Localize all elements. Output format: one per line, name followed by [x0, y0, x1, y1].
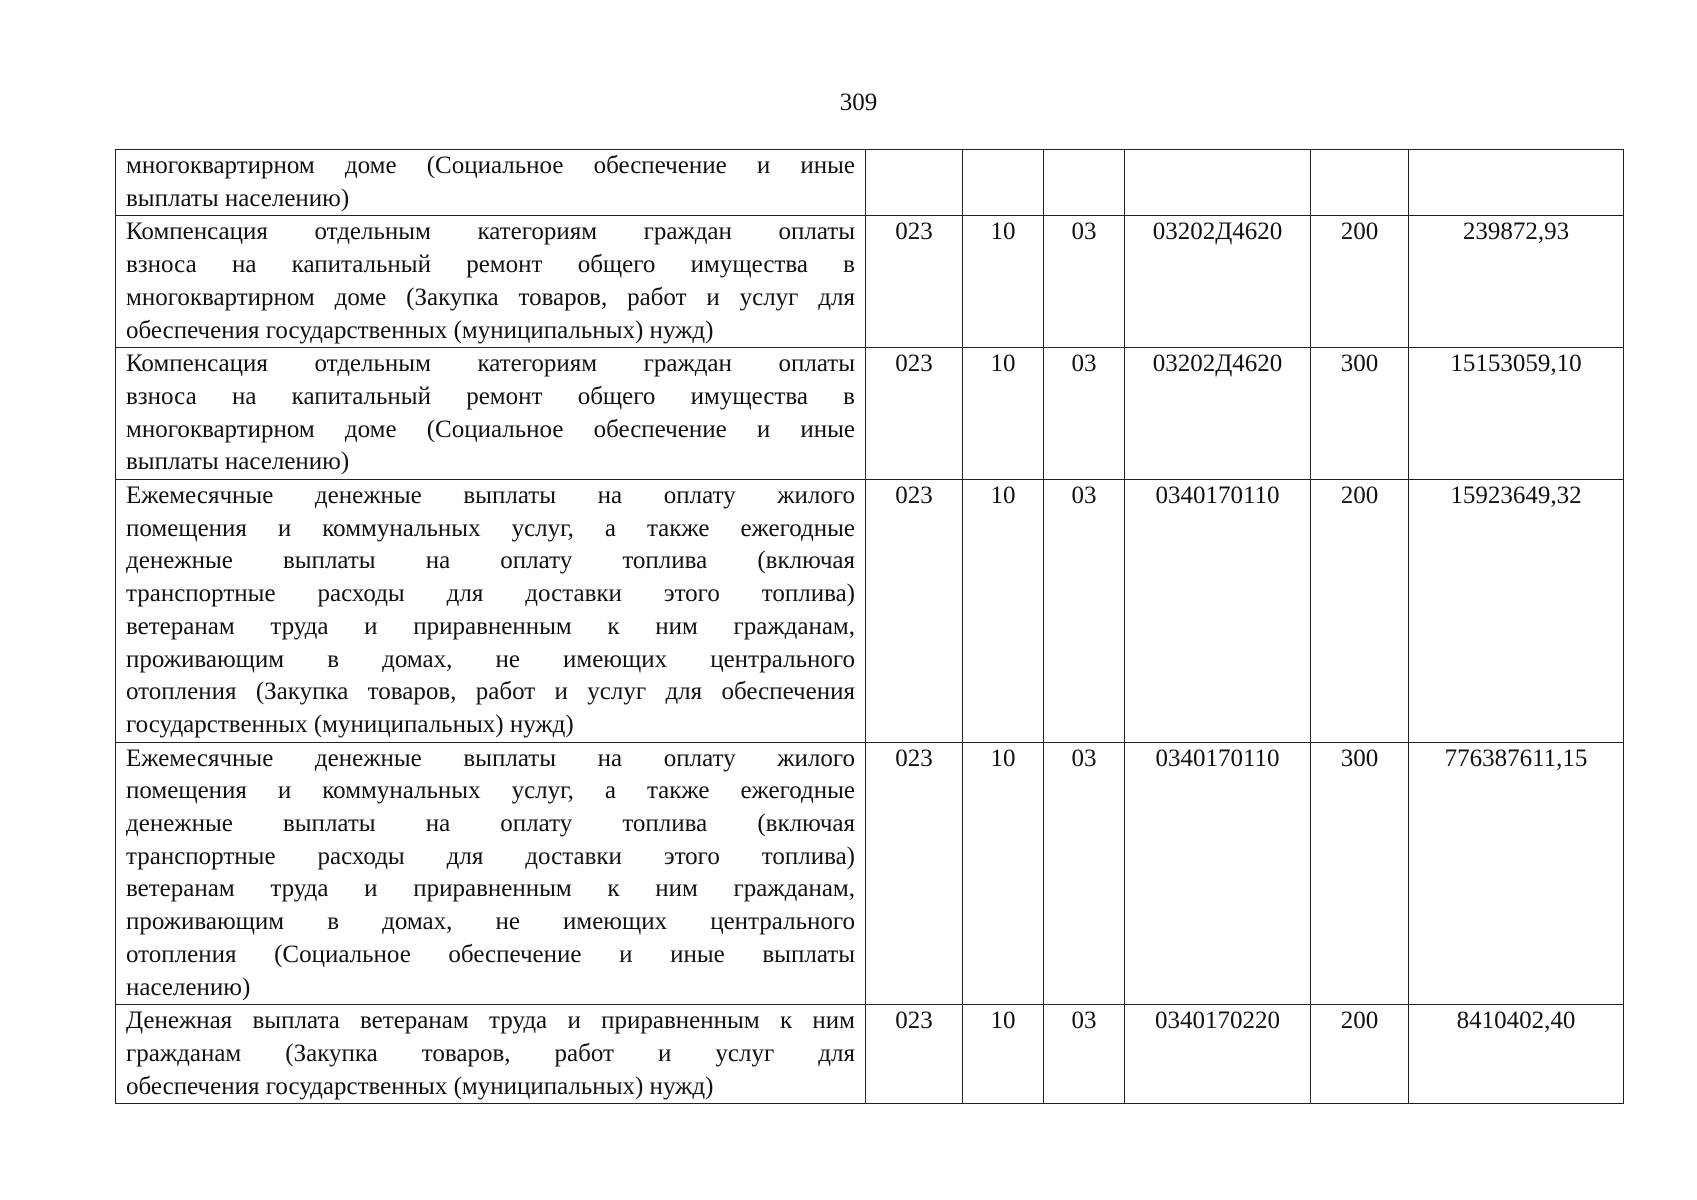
section-code-cell: 10	[963, 348, 1044, 480]
description-line: денежные выплаты на оплату топлива (включая	[126, 547, 855, 575]
expense-description	[116, 1005, 866, 1104]
table-row	[116, 348, 1624, 480]
ministry-code-cell: 023	[866, 1005, 963, 1104]
description-line: многоквартирном доме (Закупка товаров, работ и услуг для	[126, 283, 855, 311]
expense-type-cell: 200	[1311, 1005, 1409, 1104]
description-line: транспортные расходы для доставки этого топлива)	[126, 842, 855, 870]
subsection-code-cell: 03	[1044, 480, 1125, 743]
description-line: Компенсация отдельным категориям граждан оплаты	[126, 218, 855, 246]
description-line: обеспечения государственных (муниципальных) нужд)	[126, 316, 714, 344]
expense-type-cell: 300	[1311, 348, 1409, 480]
table-row	[116, 150, 1624, 216]
amount-cell: 8410402,40	[1409, 1005, 1624, 1104]
description-line: отопления (Закупка товаров, работ и услуг для обеспечения	[126, 678, 855, 706]
amount-cell: 239872,93	[1409, 216, 1624, 348]
description-line: транспортные расходы для доставки этого топлива)	[126, 580, 855, 608]
section-code-cell: 10	[963, 216, 1044, 348]
subsection-code-cell: 03	[1044, 348, 1125, 480]
description-line: выплаты населению)	[126, 448, 350, 476]
description-line: государственных (муниципальных) нужд)	[126, 710, 574, 738]
target-article-cell: 0340170220	[1125, 1005, 1311, 1104]
amount-cell: 15923649,32	[1409, 480, 1624, 743]
target-article-cell: 0340170110	[1125, 742, 1311, 1005]
description-line: отопления (Социальное обеспечение и иные выплаты	[126, 940, 855, 968]
description-line: Ежемесячные денежные выплаты на оплату жилого	[126, 744, 855, 772]
page-number: 309	[839, 89, 878, 116]
description-line: ветеранам труда и приравненным к ним гражданам,	[126, 875, 855, 903]
budget-table	[115, 149, 1624, 1104]
description-line: помещения и коммунальных услуг, а также ежегодные	[126, 514, 855, 542]
subsection-code-cell: 03	[1044, 216, 1125, 348]
amount-cell: 15153059,10	[1409, 348, 1624, 480]
subsection-code-cell	[1044, 150, 1125, 216]
subsection-code-cell: 03	[1044, 742, 1125, 1005]
description-line: выплаты населению)	[126, 184, 350, 212]
section-code-cell	[963, 150, 1044, 216]
description-line: многоквартирном доме (Социальное обеспечение и иные	[126, 152, 855, 179]
description-line: обеспечения государственных (муниципальных) нужд)	[126, 1072, 714, 1100]
amount-cell	[1409, 150, 1624, 216]
ministry-code-cell	[866, 150, 963, 216]
table-row	[116, 480, 1624, 743]
expense-description	[116, 216, 866, 348]
description-line: взноса на капитальный ремонт общего имущества в	[126, 382, 855, 410]
description-line: Компенсация отдельным категориям граждан оплаты	[126, 350, 855, 378]
description-line: ветеранам труда и приравненным к ним гражданам,	[126, 612, 855, 640]
description-line: помещения и коммунальных услуг, а также ежегодные	[126, 777, 855, 805]
description-line: многоквартирном доме (Социальное обеспечение и иные	[126, 415, 855, 443]
target-article-cell	[1125, 150, 1311, 216]
ministry-code-cell: 023	[866, 742, 963, 1005]
ministry-code-cell: 023	[866, 216, 963, 348]
table-row	[116, 742, 1624, 1005]
description-line: денежные выплаты на оплату топлива (включая	[126, 810, 855, 838]
description-line: гражданам (Закупка товаров, работ и услуг для	[126, 1039, 855, 1067]
expense-type-cell: 200	[1311, 216, 1409, 348]
expense-description	[116, 480, 866, 743]
section-code-cell: 10	[963, 480, 1044, 743]
expense-description	[116, 348, 866, 480]
expense-type-cell	[1311, 150, 1409, 216]
expense-type-cell: 300	[1311, 742, 1409, 1005]
description-line: Ежемесячные денежные выплаты на оплату жилого	[126, 482, 855, 510]
amount-cell: 776387611,15	[1409, 742, 1624, 1005]
target-article-cell: 03202Д4620	[1125, 348, 1311, 480]
subsection-code-cell: 03	[1044, 1005, 1125, 1104]
table-row	[116, 216, 1624, 348]
expense-type-cell: 200	[1311, 480, 1409, 743]
table-row	[116, 1005, 1624, 1104]
description-line: проживающим в домах, не имеющих центрального	[126, 908, 855, 936]
expense-description	[116, 150, 866, 216]
description-line: населению)	[126, 973, 251, 1001]
expense-description	[116, 742, 866, 1005]
target-article-cell: 0340170110	[1125, 480, 1311, 743]
target-article-cell: 03202Д4620	[1125, 216, 1311, 348]
description-line: Денежная выплата ветеранам труда и приравненным к ним	[126, 1007, 855, 1035]
section-code-cell: 10	[963, 742, 1044, 1005]
ministry-code-cell: 023	[866, 348, 963, 480]
description-line: проживающим в домах, не имеющих центрального	[126, 645, 855, 673]
table-body	[116, 150, 1624, 1104]
section-code-cell: 10	[963, 1005, 1044, 1104]
description-line: взноса на капитальный ремонт общего имущества в	[126, 251, 855, 279]
ministry-code-cell: 023	[866, 480, 963, 743]
